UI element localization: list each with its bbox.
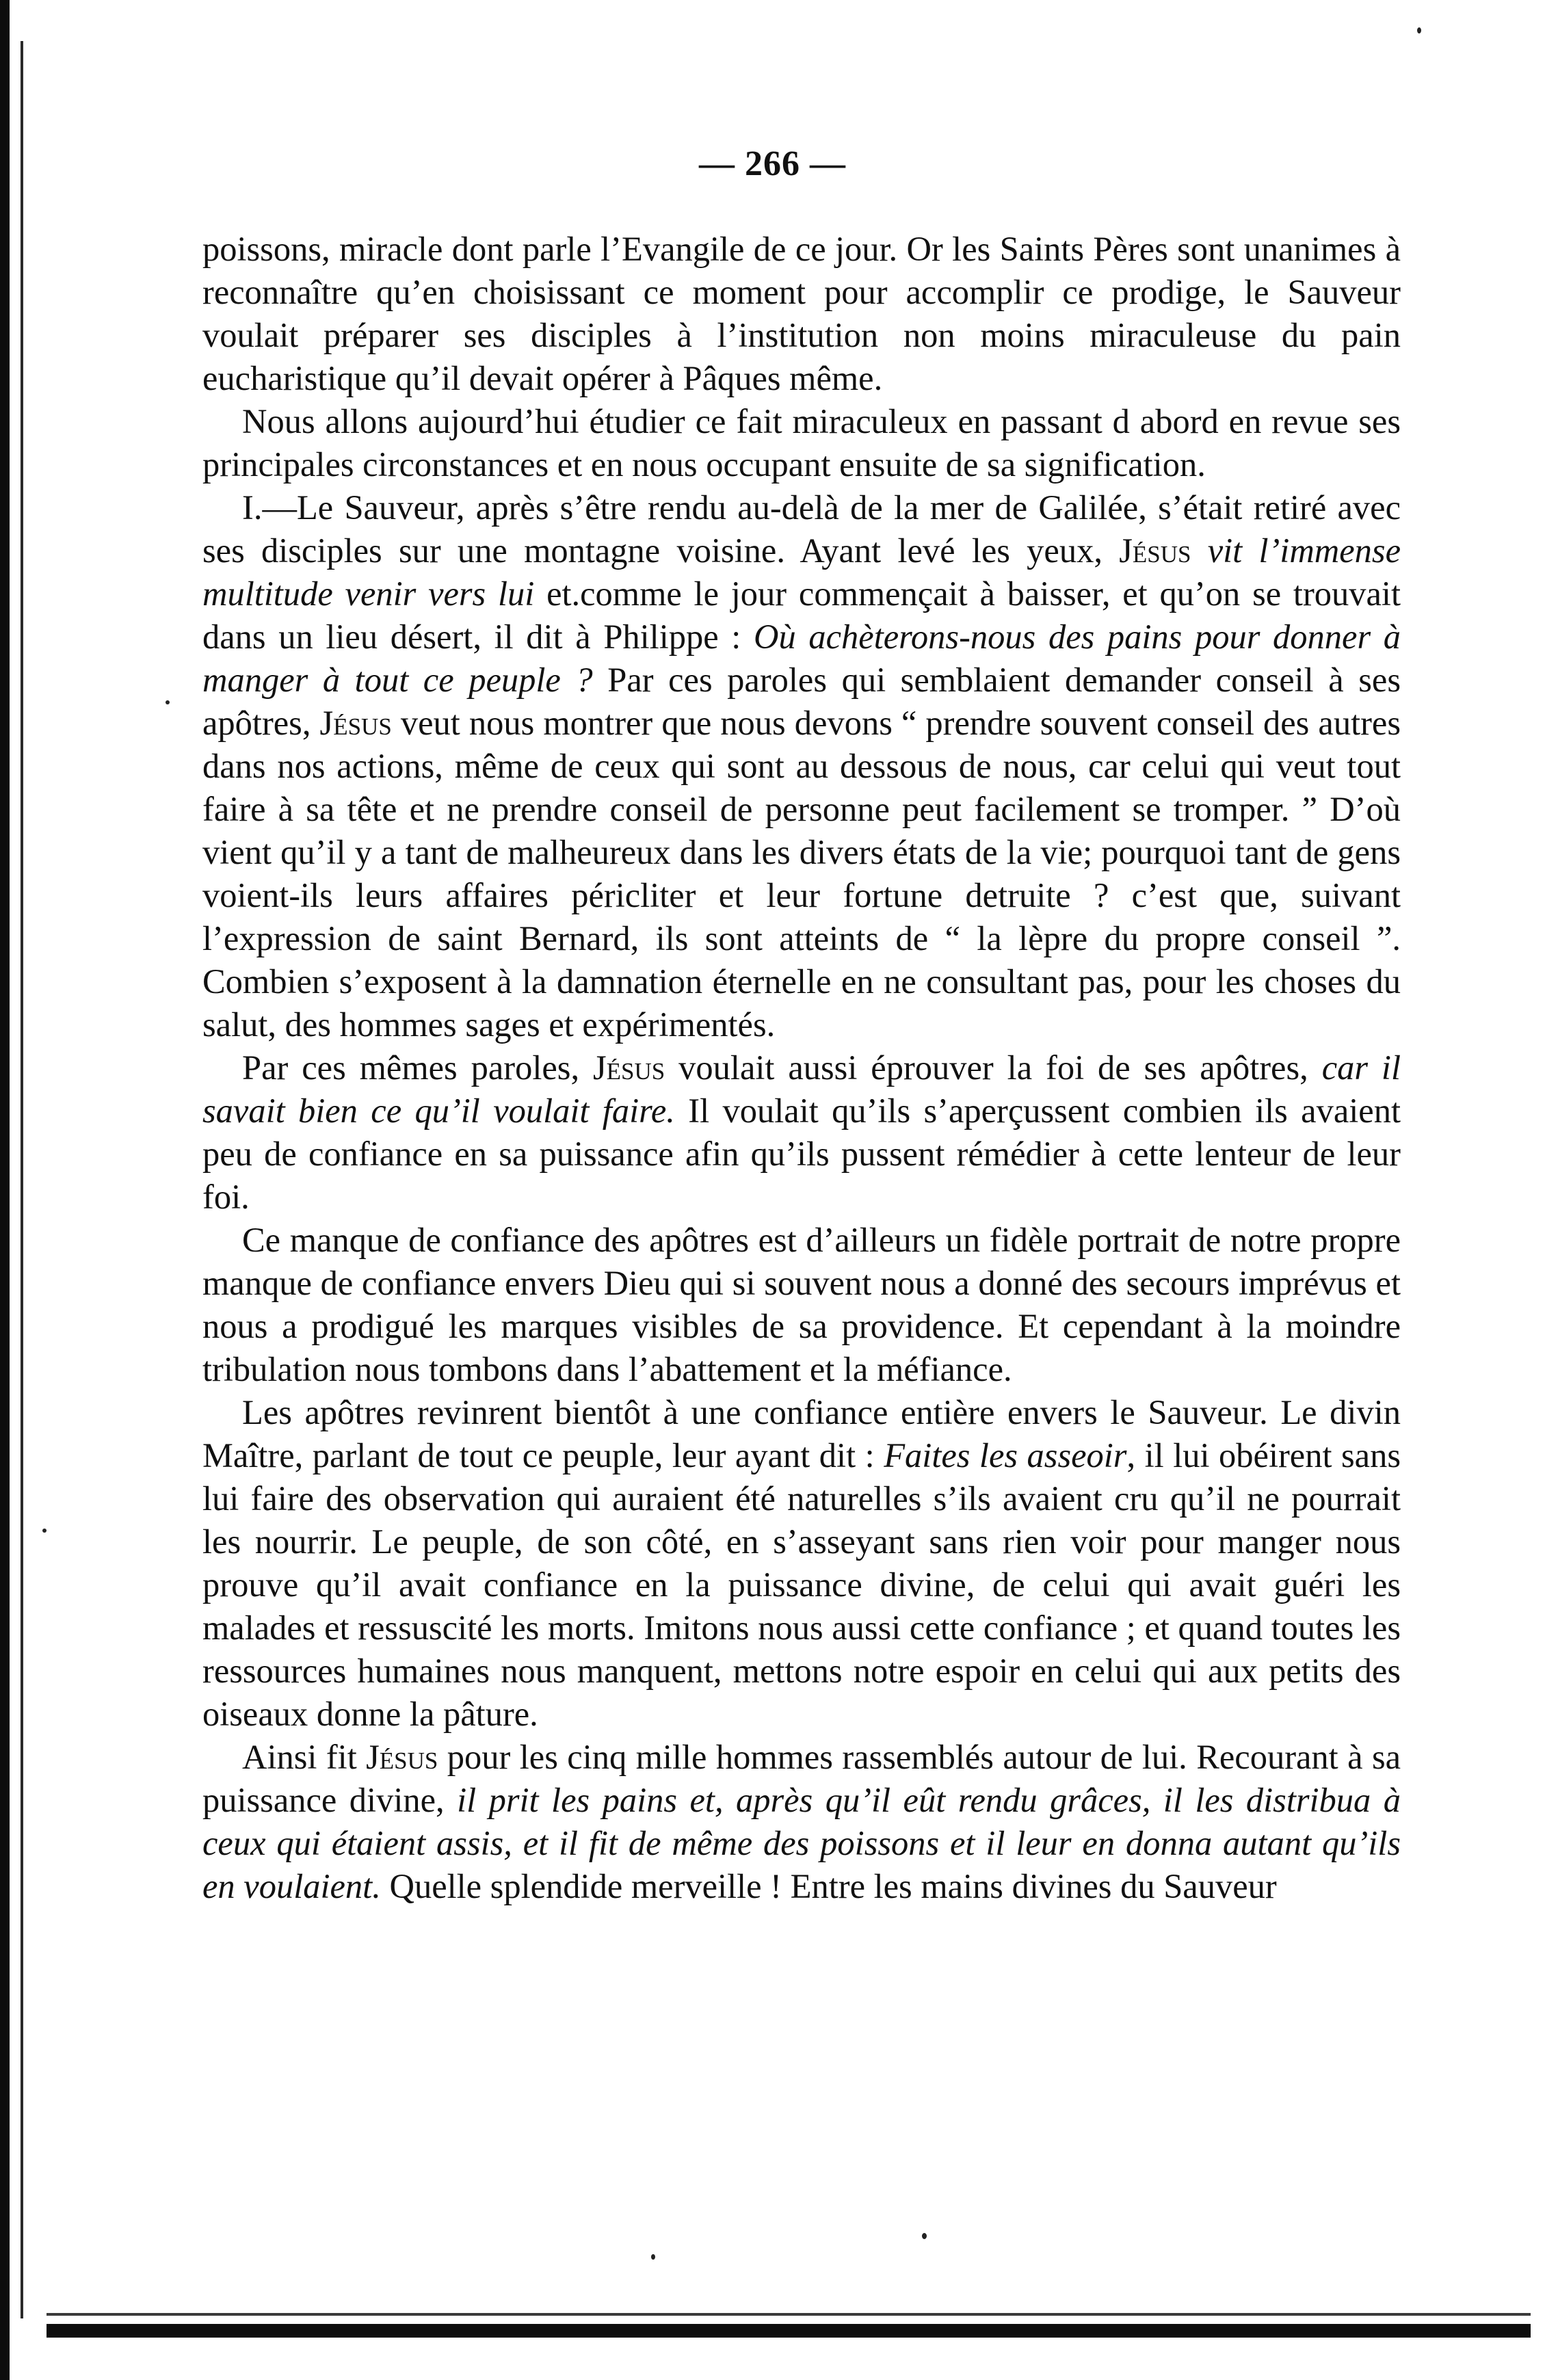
small-caps-name: Jésus (1119, 531, 1191, 570)
scan-border-line (47, 2313, 1531, 2316)
paragraph (202, 228, 1401, 400)
small-caps-name: Jésus (319, 704, 392, 742)
small-caps-name: Jésus (366, 1738, 438, 1776)
paragraph (202, 1046, 1401, 1219)
paragraph (202, 1736, 1401, 1908)
text-run: Il voulait qu’ils s’aperçussent combien ils avaient peu de confiance en sa puissance afin qu’ils pussent rémédier à cette lenteur de leur foi. (202, 1092, 1401, 1216)
text-run: poissons, miracle dont parle l’Evangile de ce jour. Or les Saints Pères sont unanimes à reconnaître qu’en choisissant ce moment pour accomplir ce prodige, le Sauveur voulait préparer ses disciples à l’institution non moins miraculeuse du pain eucharistique qu’il devait opérer à Pâques même. (202, 230, 1401, 397)
text-run: Quelle splendide merveille ! Entre les mains divines du Sauveur (380, 1867, 1277, 1905)
scan-speck (651, 2254, 655, 2260)
small-caps-name: Jésus (593, 1048, 665, 1087)
text-run: Les apôtres revinrent bientôt à une confiance entière envers le Sauveur. Le divin Maître, parlant de tout ce peuple, leur ayant dit : (202, 1393, 1401, 1475)
text-run: I.—Le Sauveur, après s’être rendu au-delà de la mer de Galilée, s’était retiré avec ses disciples sur une montagne voisine. Ayant levé les yeux, (202, 488, 1401, 570)
italic-text: Où achèterons-nous des pains pour donner à manger à tout ce peuple ? (202, 618, 1401, 699)
text-run: Par ces mêmes paroles, (242, 1048, 593, 1087)
italic-text: Faites les asseoir (884, 1436, 1127, 1475)
text-run: veut nous montrer que nous devons “ prendre souvent conseil des autres dans nos actions, même de ceux qui sont au dessous de nous, car celui qui veut tout faire à sa tête et ne prendre conseil de personne peut facilement se tromper. ” D’où vient qu’il y a tant de malheureux dans les divers états de la vie; pourquoi tant de gens voient-ils leurs affaires péricliter et leur fortune detruite ? c’est que, suivant l’expression de saint Bernard, ils sont atteints de “ la lèpre du propre conseil ”. Combien s’exposent à la damnation éternelle en ne consultant pas, pour les choses du salut, des hommes sages et expérimentés. (202, 704, 1401, 1044)
scan-border-bar (47, 2324, 1531, 2338)
text-run (1191, 531, 1207, 570)
italic-text: il prit les pains et, après qu’il eût rendu grâces, il les distribua à ceux qui étaient assis, et il fit de même des poissons et il leur en donna autant qu’ils en voulaient. (202, 1781, 1401, 1905)
paragraph (202, 486, 1401, 1046)
scan-speck (166, 700, 170, 704)
page-scan-edge-line (21, 41, 23, 2318)
scan-speck (42, 1529, 47, 1533)
scan-speck (922, 2233, 927, 2239)
text-run: voulait aussi éprouver la foi de ses apôtres, (665, 1048, 1322, 1087)
scan-speck (1417, 27, 1421, 34)
italic-text: vit l’immense multitude venir vers lui (202, 531, 1401, 613)
paragraph (202, 1219, 1401, 1391)
paragraph (202, 1391, 1401, 1736)
text-run: pour les cinq mille hommes rassemblés autour de lui. Recourant à sa puissance divine, (202, 1738, 1401, 1819)
text-run: et.comme le jour commençait à baisser, et qu’on se trouvait dans un lieu désert, il dit à Philippe : (202, 574, 1401, 656)
text-run: Par ces paroles qui semblaient demander conseil à ses apôtres, (202, 661, 1401, 742)
text-run: Ainsi fit (242, 1738, 367, 1776)
body-text (202, 228, 1401, 1908)
text-run: Ce manque de confiance des apôtres est d’ailleurs un fidèle portrait de notre propre manque de confiance envers Dieu qui si souvent nous a donné des secours imprévus et nous a prodigué les marques visibles de sa providence. Et cependant à la moindre tribulation nous tombons dans l’abattement et la méfiance. (202, 1221, 1401, 1388)
page-number: — 266 — (699, 144, 846, 183)
italic-text: car il savait bien ce qu’il voulait faire. (202, 1048, 1401, 1130)
page-scan-edge (0, 0, 10, 2380)
text-run: , il lui obéirent sans lui faire des observation qui auraient été naturelles s’ils avaient cru qu’il ne pourrait les nourrir. Le peuple, de son côté, en s’asseyant sans rien voir pour manger nous prouve qu’il avait confiance en la puissance divine, de celui qui avait guéri les malades et ressuscité les morts. Imitons nous aussi cette confiance ; et quand toutes les ressources humaines nous manquent, mettons notre espoir en celui qui aux petits des oiseaux donne la pâture. (202, 1436, 1401, 1733)
text-run: Nous allons aujourd’hui étudier ce fait miraculeux en passant d abord en revue ses principales circonstances et en nous occupant ensuite de sa signification. (202, 402, 1401, 484)
paragraph (202, 400, 1401, 486)
